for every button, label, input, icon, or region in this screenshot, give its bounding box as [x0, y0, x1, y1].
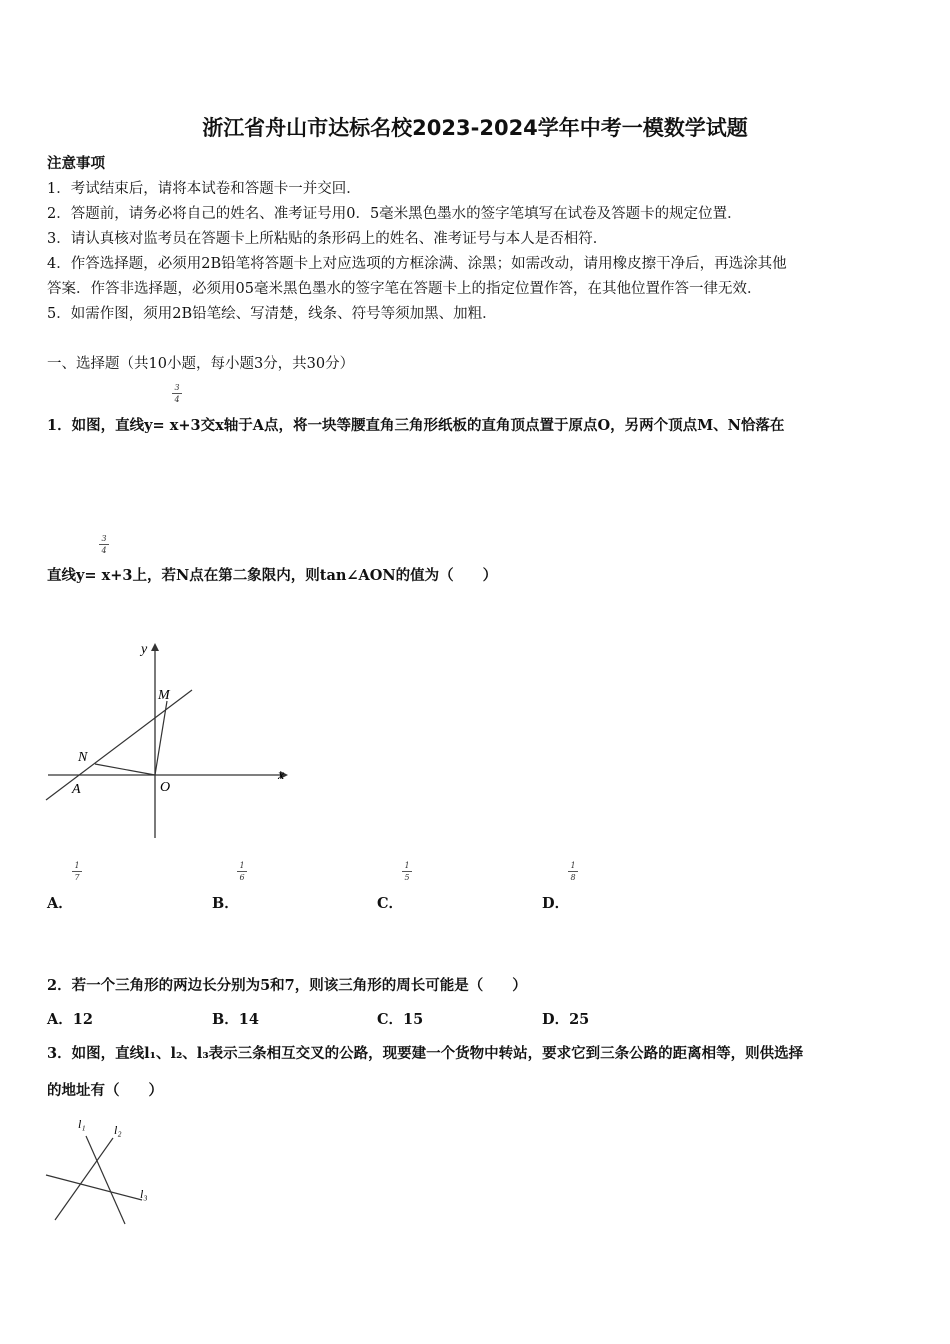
- label-M: M: [158, 688, 170, 703]
- label-l3: l₃: [140, 1187, 148, 1201]
- label-y: y: [141, 642, 148, 657]
- q2-option-b: B．14: [212, 1011, 259, 1028]
- q1-fraction-2-den: 4: [101, 546, 107, 555]
- option-c-num: 1: [404, 861, 410, 870]
- option-d-num: 1: [570, 861, 576, 870]
- q1-fraction-1-num: 3: [174, 383, 180, 392]
- section-heading: 一、选择题（共10小题，每小题3分，共30分）: [47, 356, 355, 372]
- q1-fraction-1: [172, 383, 182, 404]
- option-d-den: 8: [570, 873, 576, 882]
- option-b-den: 6: [239, 873, 245, 882]
- q1-line-1: 1．如图，直线y= x+3交x轴于A点，将一块等腰直角三角形纸板的直角顶点置于原点O，另两个顶点M、N恰落在: [47, 417, 785, 434]
- q1-figure: [40, 635, 300, 850]
- option-a-den: 7: [74, 873, 80, 882]
- q1-fraction-2: [99, 534, 109, 555]
- q1-option-b: B．: [212, 895, 239, 912]
- q1-option-d-fraction: [568, 861, 578, 882]
- option-c-den: 5: [404, 873, 410, 882]
- option-a-num: 1: [74, 861, 80, 870]
- q3-line-1: 3．如图，直线l₁、l₂、l₃表示三条相互交叉的公路，现要建一个货物中转站，要求它到三条公路的距离相等，则供选择: [47, 1045, 804, 1062]
- q1-fraction-1-den: 4: [174, 395, 180, 404]
- q1-line-2: 直线y= x+3上，若N点在第二象限内，则tan∠AON的值为（ ）: [47, 567, 498, 584]
- label-N: N: [78, 750, 88, 765]
- q1-option-d: D．: [542, 895, 570, 912]
- label-x: x: [278, 768, 285, 783]
- notice-item-4-cont: 答案．作答非选择题，必须用05毫米黑色墨水的签字笔在答题卡上的指定位置作答，在其他位置作答一律无效．: [47, 281, 762, 297]
- q3-line-2: 的地址有（ ）: [47, 1082, 163, 1099]
- q3-figure: [40, 1112, 170, 1227]
- q2-option-a: A．12: [47, 1011, 93, 1028]
- segment-ON: [95, 764, 155, 775]
- notice-heading: 注意事项: [47, 155, 105, 172]
- label-l2: l₂: [114, 1123, 122, 1137]
- q1-option-a-fraction: [72, 861, 82, 882]
- y-axis-arrow: [151, 643, 159, 651]
- q2-text: 2．若一个三角形的两边长分别为5和7，则该三角形的周长可能是（ ）: [47, 977, 527, 994]
- page-title: 浙江省舟山市达标名校2023-2024学年中考一模数学试题: [202, 116, 748, 140]
- q2-option-d: D．25: [542, 1011, 590, 1028]
- line-l3: [46, 1175, 142, 1200]
- q1-option-c-fraction: [402, 861, 412, 882]
- q1-option-c: C．: [377, 895, 404, 912]
- q1-option-b-fraction: [237, 861, 247, 882]
- label-O: O: [160, 780, 171, 795]
- segment-OM: [155, 701, 167, 775]
- q2-option-c: C．15: [377, 1011, 424, 1028]
- label-A: A: [72, 782, 81, 797]
- notice-item-5: 5．如需作图，须用2B铅笔绘、写清楚，线条、符号等须加黑、加粗．: [47, 306, 497, 322]
- label-l1: l₁: [78, 1117, 86, 1131]
- notice-item-1: 1．考试结束后，请将本试卷和答题卡一并交回．: [47, 181, 361, 197]
- notice-item-3: 3．请认真核对监考员在答题卡上所粘贴的条形码上的姓名、准考证号与本人是否相符．: [47, 231, 608, 247]
- notice-item-2: 2．答题前，请务必将自己的姓名、准考证号用0．5毫米黑色墨水的签字笔填写在试卷及答题卡的规定位置．: [47, 206, 742, 222]
- option-b-num: 1: [239, 861, 245, 870]
- q1-fraction-2-num: 3: [101, 534, 107, 543]
- notice-item-4: 4．作答选择题，必须用2B铅笔将答题卡上对应选项的方框涂满、涂黑；如需改动，请用橡皮擦干净后，再选涂其他: [47, 256, 787, 272]
- q1-option-a: A．: [47, 895, 73, 912]
